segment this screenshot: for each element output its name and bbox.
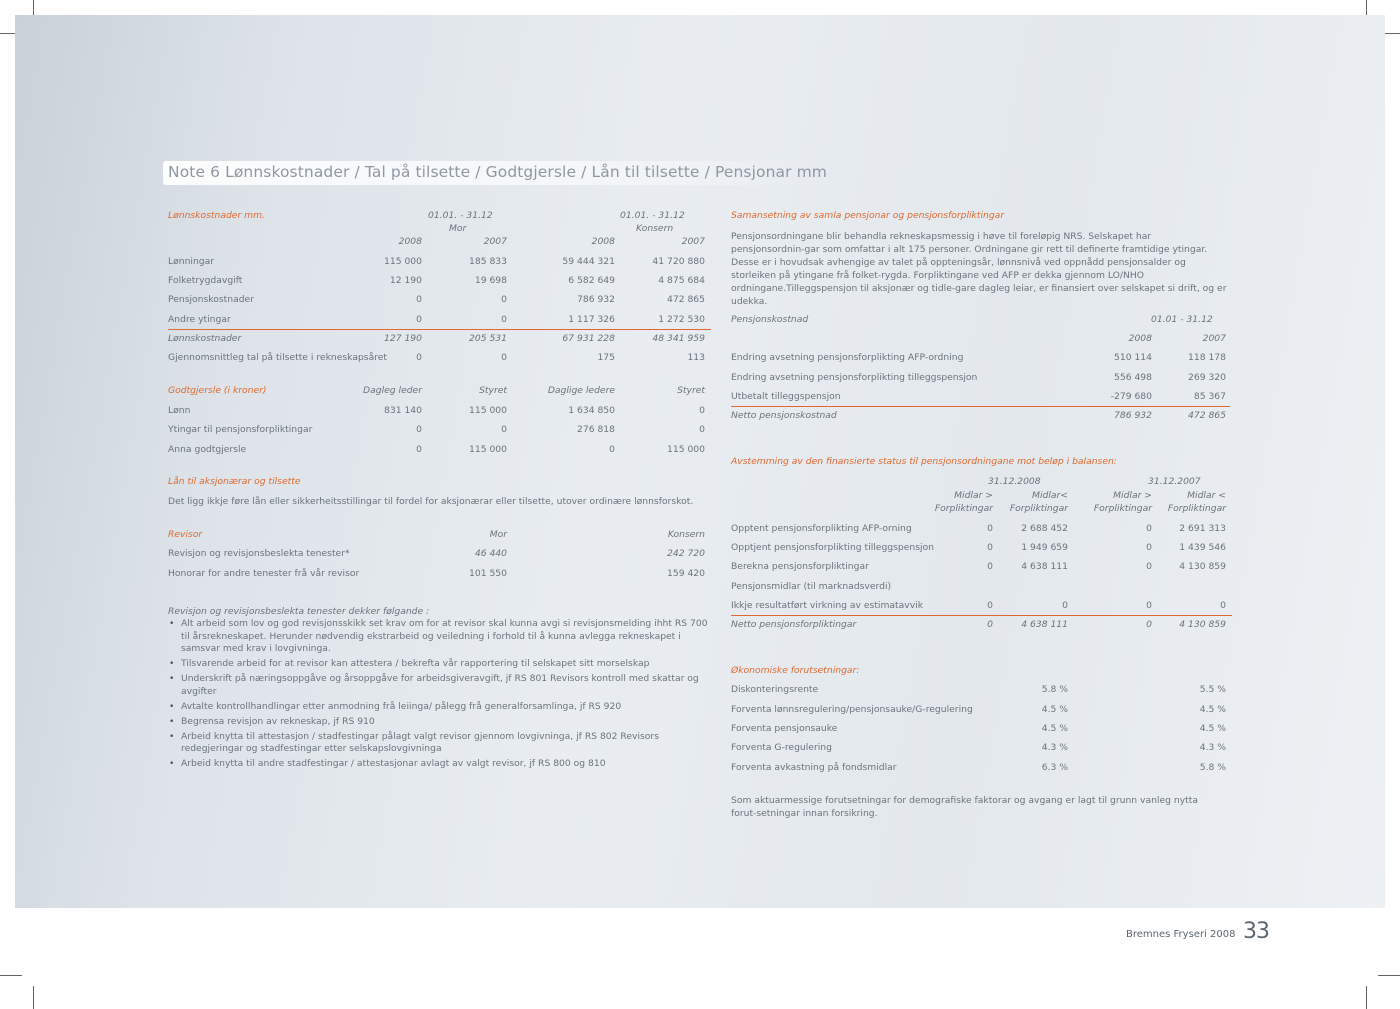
- lonn-total-cell: 67 931 228: [562, 333, 615, 344]
- lonn-total-cell: 48 341 959: [652, 333, 705, 344]
- lonn-heading: Lønnskostnader mm.: [168, 210, 265, 221]
- avst-col-header: Midlar<: [1032, 490, 1068, 501]
- list-item: • Alt arbeid som lov og god revisjonsskikk set krav om for at revisor skal kunna avgi si revisjonsmelding ihht RS 700 til årsrekneskapet. Herunder nødvendig ekstrarbeid og veiledning i forhold til å kunna avlegga rekneskapet i samsvar med krav i lovgivninga.: [168, 618, 713, 656]
- avst-row-label: Berekna pensjonsforpliktingar: [731, 561, 869, 572]
- okon-row-label: Forventa lønnsregulering/pensjonsauke/G-regulering: [731, 704, 973, 715]
- lonn-cell: 0: [501, 314, 507, 325]
- lonn-cell: 59 444 321: [562, 256, 615, 267]
- pkost-row-label: Endring avsetning pensjonsforplikting AFP-ordning: [731, 352, 964, 363]
- revisor-heading: Revisor: [168, 529, 203, 540]
- avst-col-header: Midlar >: [954, 490, 993, 501]
- list-item: • Underskrift på næringsoppgåve og årsoppgåve for arbeidsgiveravgift, jf RS 801 Revisors kontroll med skattar og avgifter: [168, 673, 713, 698]
- avst-total-label: Netto pensjonsforpliktingar: [731, 619, 857, 630]
- crop-mark: [0, 975, 22, 976]
- avst-cell: 0: [1146, 523, 1152, 534]
- list-item: • Avtalte kontrollhandlingar etter anmodning frå leiinga/ pålegg frå generalforsamlinga, jf RS 920: [168, 701, 713, 714]
- lonn-avg-label: Gjennomsnittleg tal på tilsette i rekneskapsåret: [168, 352, 388, 363]
- lonn-konsern-label: Konsern: [636, 223, 674, 234]
- godt-row-label: Lønn: [168, 405, 191, 416]
- avst-cell: 0: [1146, 542, 1152, 553]
- avst-col-header: Forpliktingar: [1093, 503, 1152, 514]
- pkost-row-label: Endring avsetning pensjonsforplikting tilleggspensjon: [731, 372, 978, 383]
- pkost-row-label: Utbetalt tilleggspensjon: [731, 391, 841, 402]
- avst-row-label: Ikkje resultatført virkning av estimatavvik: [731, 600, 924, 611]
- avst-cell: 0: [1146, 561, 1152, 572]
- note-title: Note 6 Lønnskostnader / Tal på tilsette / Godtgjersle / Lån til tilsette / Pensjonar mm: [168, 163, 827, 181]
- crop-mark: [33, 986, 34, 1009]
- pkost-total-rule: [731, 406, 1230, 407]
- godt-col-header: Dagleg leder: [363, 385, 422, 396]
- lonn-mor-label: Mor: [449, 223, 467, 234]
- avst-total-rule: [731, 615, 1232, 616]
- godt-cell: 1 634 850: [568, 405, 615, 416]
- avst-col-header: Midlar <: [1187, 490, 1226, 501]
- godt-cell: 0: [416, 424, 422, 435]
- lonn-cell: 0: [416, 314, 422, 325]
- godt-cell: 115 000: [469, 444, 507, 455]
- lonn-cell: 185 833: [469, 256, 507, 267]
- lonn-total-cell: 205 531: [469, 333, 507, 344]
- lonn-year: 2008: [591, 236, 615, 247]
- avst-cell: 0: [1062, 600, 1068, 611]
- note-title-bar: [163, 161, 827, 185]
- lonn-cell: 1 272 530: [658, 314, 705, 325]
- revisor-mor-label: Mor: [489, 529, 507, 540]
- laan-heading: Lån til aksjonærar og tilsette: [168, 476, 301, 487]
- avst-total-cell: 0: [1146, 619, 1152, 630]
- avst-row-label: Opptent pensjonsforplikting AFP-orning: [731, 523, 912, 534]
- avst-date: 31.12.2007: [1148, 476, 1201, 487]
- lonn-total-cell: 127 190: [384, 333, 422, 344]
- revisor-row-label: Revisjon og revisjonsbeslekta tenester*: [168, 548, 350, 559]
- crop-mark: [1378, 975, 1400, 976]
- crop-mark: [1366, 986, 1367, 1009]
- avst-cell: 2 691 313: [1179, 523, 1226, 534]
- avst-col-header: Midlar >: [1113, 490, 1152, 501]
- revisor-cell: 101 550: [469, 568, 507, 579]
- footer-year: 2008: [1210, 929, 1236, 940]
- avst-cell: 4 638 111: [1021, 561, 1068, 572]
- lonn-cell: 19 698: [474, 275, 507, 286]
- list-item: • Tilsvarende arbeid for at revisor kan attestera / bekrefta vår rapportering til selskapet sitt morselskap: [168, 658, 713, 671]
- godt-col-header: Styret: [677, 385, 705, 396]
- lonn-cell: 4 875 684: [658, 275, 705, 286]
- okon-cell: 4.5 %: [1041, 723, 1068, 734]
- lonn-cell: 12 190: [389, 275, 422, 286]
- revdekk-list: [168, 618, 713, 773]
- avst-cell: 0: [1220, 600, 1226, 611]
- footer-company: Bremnes Fryseri: [1126, 929, 1207, 940]
- pkost-period: 01.01 - 31.12: [1151, 314, 1213, 325]
- revisor-cell: 242 720: [667, 548, 705, 559]
- godt-row-label: Anna godtgjersle: [168, 444, 247, 455]
- pkost-year: 2008: [1128, 333, 1152, 344]
- pkost-cell: 85 367: [1193, 391, 1226, 402]
- avst-cell: 0: [1146, 600, 1152, 611]
- avst-cell: 0: [987, 600, 993, 611]
- avst-col-header: Forpliktingar: [1167, 503, 1226, 514]
- lonn-row-label: Folketrygdavgift: [168, 275, 243, 286]
- godt-cell: 0: [609, 444, 615, 455]
- avst-row-label: Opptjent pensjonsforplikting tilleggspensjon: [731, 542, 934, 553]
- revisor-row-label: Honorar for andre tenester frå vår revisor: [168, 568, 360, 579]
- avst-total-cell: 4 130 859: [1179, 619, 1226, 630]
- lonn-cell: 0: [501, 294, 507, 305]
- lonn-avg-cell: 0: [416, 352, 422, 363]
- lonn-period-konsern: 01.01. - 31.12: [620, 210, 685, 221]
- godt-col-header: Styret: [479, 385, 507, 396]
- okon-cell: 5.8 %: [1199, 762, 1226, 773]
- avst-cell: 1 439 546: [1179, 542, 1226, 553]
- avst-col-header: Forpliktingar: [934, 503, 993, 514]
- pkost-cell: 510 114: [1114, 352, 1152, 363]
- avst-row-label: Pensjonsmidlar (til marknadsverdi): [731, 581, 892, 592]
- lonn-cell: 115 000: [384, 256, 422, 267]
- avst-col-header: Forpliktingar: [1009, 503, 1068, 514]
- lonn-cell: 0: [416, 294, 422, 305]
- okon-cell: 4.5 %: [1199, 723, 1226, 734]
- lonn-total-rule: [168, 329, 711, 330]
- pkost-cell: 556 498: [1114, 372, 1152, 383]
- pkost-cell: -279 680: [1110, 391, 1152, 402]
- lonn-cell: 786 932: [577, 294, 615, 305]
- laan-text: Det ligg ikkje føre lån eller sikkerheitsstillingar til fordel for aksjonærar eller tilsette, utover ordinære lønnsforskot.: [168, 496, 694, 507]
- godt-cell: 276 818: [577, 424, 615, 435]
- lonn-year: 2008: [398, 236, 422, 247]
- okon-note: Som aktuarmessige forutsetningar for demografiske faktorar og avgang er lagt til grunn vanleg nytta forut-setningar innan forsikring.: [731, 795, 1198, 819]
- saman-heading: Samansetning av samla pensjonar og pensjonsforpliktingar: [731, 210, 1005, 221]
- list-item: • Arbeid knytta til attestasjon / stadfestingar pålagt valgt revisor gjennom lovgivninga, jf RS 802 Revisors redegjeringar og stadfestingar etter selskapslovgivninga: [168, 731, 713, 756]
- lonn-cell: 41 720 880: [652, 256, 705, 267]
- revisor-cell: 159 420: [667, 568, 705, 579]
- avst-cell: 2 688 452: [1021, 523, 1068, 534]
- lonn-row-label: Pensjonskostnader: [168, 294, 254, 305]
- okon-row-label: Forventa avkastning på fondsmidlar: [731, 762, 897, 773]
- lonn-cell: 6 582 649: [568, 275, 615, 286]
- saman-text: Pensjonsordningane blir behandla rekneskapsmessig i høve til foreløpig NRS. Selskapet har pensjonsordnin-gar som omfattar i alt 175 personer. Ordningane gir rett til definerte framtidige ytingar. Desse er i hovudsak avhengige av talet på oppteningsår, lønnsnivå ved oppnådd pensjonsalder og storleiken på ytingane frå folket-rygda. Forpliktingane ved AFP er dekka gjennom LO/NHO ordningane.Tilleggspensjon til aksjonær og tidle-gare dagleg leiar, er finansiert over selskapet si drift, og er udekka.: [731, 231, 1227, 307]
- godt-cell: 0: [699, 424, 705, 435]
- okon-cell: 4.5 %: [1041, 704, 1068, 715]
- okon-row-label: Forventa G-regulering: [731, 742, 832, 753]
- pkost-total-cell: 786 932: [1114, 410, 1152, 421]
- lonn-year: 2007: [681, 236, 705, 247]
- okon-cell: 5.5 %: [1199, 684, 1226, 695]
- godt-heading: Godtgjersle (i kroner): [168, 385, 267, 396]
- okon-cell: 5.8 %: [1041, 684, 1068, 695]
- lonn-total-label: Lønnskostnader: [168, 333, 242, 344]
- list-item: • Begrensa revisjon av rekneskap, jf RS 910: [168, 716, 713, 729]
- godt-cell: 0: [501, 424, 507, 435]
- avst-cell: 4 130 859: [1179, 561, 1226, 572]
- godt-col-header: Daglige ledere: [547, 385, 615, 396]
- lonn-row-label: Lønningar: [168, 256, 215, 267]
- avst-cell: 0: [987, 561, 993, 572]
- pkost-year: 2007: [1202, 333, 1226, 344]
- avst-date: 31.12.2008: [988, 476, 1041, 487]
- okon-cell: 4.3 %: [1041, 742, 1068, 753]
- godt-cell: 0: [699, 405, 705, 416]
- page-number: 33: [1243, 919, 1269, 944]
- okon-row-label: Diskonteringsrente: [731, 684, 819, 695]
- pkost-cell: 118 178: [1188, 352, 1226, 363]
- avst-total-cell: 4 638 111: [1021, 619, 1068, 630]
- lonn-cell: 472 865: [667, 294, 705, 305]
- okon-cell: 6.3 %: [1041, 762, 1068, 773]
- lonn-row-label: Andre ytingar: [168, 314, 231, 325]
- pkost-cell: 269 320: [1188, 372, 1226, 383]
- okon-heading: Økonomiske forutsetningar:: [731, 665, 860, 676]
- godt-row-label: Ytingar til pensjonsforpliktingar: [168, 424, 313, 435]
- pkost-heading: Pensjonskostnad: [731, 314, 809, 325]
- lonn-avg-cell: 175: [597, 352, 615, 363]
- godt-cell: 115 000: [667, 444, 705, 455]
- pkost-total-cell: 472 865: [1188, 410, 1226, 421]
- lonn-avg-cell: 0: [501, 352, 507, 363]
- godt-cell: 0: [416, 444, 422, 455]
- avst-heading: Avstemming av den finansierte status til pensjonsordningane mot beløp i balansen:: [731, 456, 1117, 467]
- revdekk-heading: Revisjon og revisjonsbeslekta tenester dekker følgande :: [168, 606, 430, 617]
- avst-cell: 0: [987, 523, 993, 534]
- revisor-cell: 46 440: [474, 548, 507, 559]
- pkost-total-label: Netto pensjonskostnad: [731, 410, 837, 421]
- okon-cell: 4.3 %: [1199, 742, 1226, 753]
- godt-cell: 831 140: [384, 405, 422, 416]
- okon-cell: 4.5 %: [1199, 704, 1226, 715]
- godt-cell: 115 000: [469, 405, 507, 416]
- revisor-konsern-label: Konsern: [667, 529, 705, 540]
- okon-row-label: Forventa pensjonsauke: [731, 723, 838, 734]
- avst-cell: 1 949 659: [1021, 542, 1068, 553]
- list-item: • Arbeid knytta til andre stadfestingar / attestasjonar avlagt av valgt revisor, jf RS 800 og 810: [168, 758, 713, 771]
- avst-total-cell: 0: [987, 619, 993, 630]
- avst-cell: 0: [987, 542, 993, 553]
- metal-background-panel: [15, 15, 1385, 908]
- lonn-avg-cell: 113: [687, 352, 705, 363]
- lonn-year: 2007: [483, 236, 507, 247]
- lonn-period-mor: 01.01. - 31.12: [428, 210, 493, 221]
- lonn-cell: 1 117 326: [568, 314, 615, 325]
